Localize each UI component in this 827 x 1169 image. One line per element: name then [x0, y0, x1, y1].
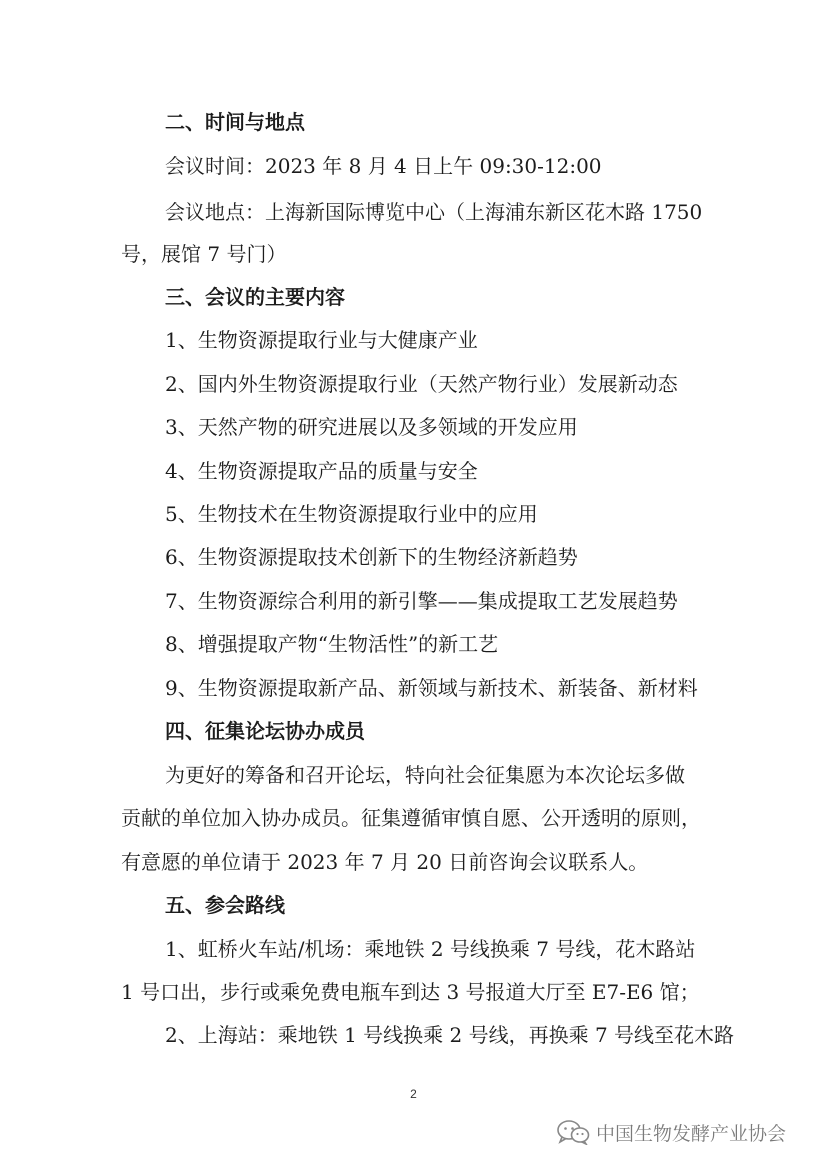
page-number: 2 [410, 1087, 417, 1101]
meeting-place-line2: 号，展馆 7 号门） [121, 242, 287, 266]
meeting-place-line1: 会议地点：上海新国际博览中心（上海浦东新区花木路 1750 [165, 200, 703, 224]
content-item: 1、生物资源提取行业与大健康产业 [165, 328, 478, 352]
section-heading-route: 五、参会路线 [165, 893, 285, 917]
content-item: 5、生物技术在生物资源提取行业中的应用 [165, 502, 538, 526]
content-item: 8、增强提取产物“生物活性”的新工艺 [165, 632, 499, 656]
section-heading-co-organizers: 四、征集论坛协办成员 [165, 719, 365, 743]
section-heading-content: 三、会议的主要内容 [165, 285, 345, 309]
watermark [556, 1117, 786, 1147]
watermark-text: 中国生物发酵产业协会 [596, 1122, 787, 1145]
content-item: 6、生物资源提取技术创新下的生物经济新趋势 [165, 545, 578, 569]
paragraph-line: 为更好的筹备和召开论坛，特向社会征集愿为本次论坛多做 [165, 763, 685, 787]
section-heading-time-place: 二、时间与地点 [165, 110, 305, 134]
paragraph-line: 贡献的单位加入协办成员。征集遵循审慎自愿、公开透明的原则， [121, 806, 701, 830]
content-item: 7、生物资源综合利用的新引擎——集成提取工艺发展趋势 [165, 589, 678, 613]
content-item: 3、天然产物的研究进展以及多领域的开发应用 [165, 415, 578, 439]
content-item: 9、生物资源提取新产品、新领域与新技术、新装备、新材料 [165, 676, 698, 700]
content-item: 2、国内外生物资源提取行业（天然产物行业）发展新动态 [165, 372, 678, 396]
route-line: 1 号口出，步行或乘免费电瓶车到达 3 号报道大厅至 E7-E6 馆； [121, 980, 700, 1004]
paragraph-line: 有意愿的单位请于 2023 年 7 月 20 日前咨询会议联系人。 [121, 850, 649, 874]
meeting-time: 会议时间：2023 年 8 月 4 日上午 09:30-12:00 [165, 154, 602, 178]
wechat-icon [556, 1119, 590, 1145]
route-line: 2、上海站：乘地铁 1 号线换乘 2 号线，再换乘 7 号线至花木路 [165, 1023, 735, 1047]
route-line: 1、虹桥火车站/机场：乘地铁 2 号线换乘 7 号线，花木路站 [165, 937, 696, 961]
content-item: 4、生物资源提取产品的质量与安全 [165, 459, 478, 483]
